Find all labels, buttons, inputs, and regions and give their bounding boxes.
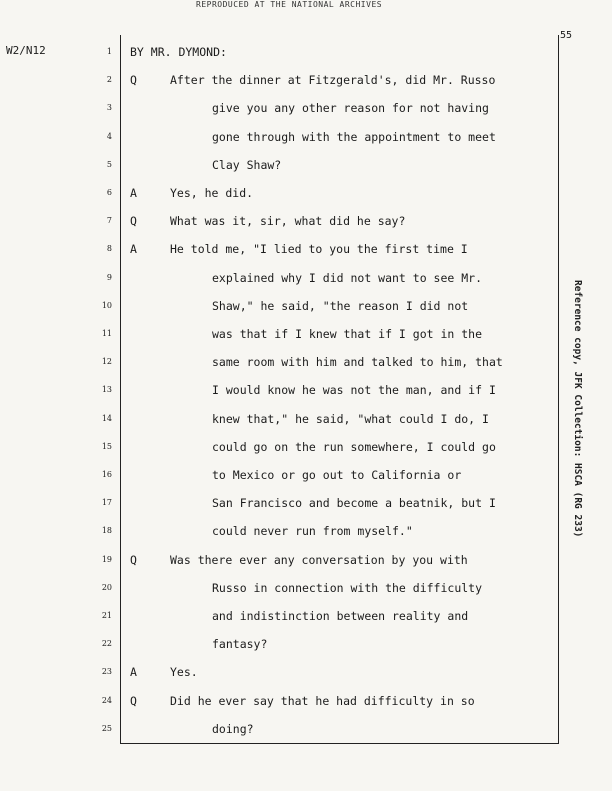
line-text: Russo in connection with the difficulty bbox=[212, 580, 483, 595]
line-number: 12 bbox=[101, 357, 112, 367]
line-text: fantasy? bbox=[212, 637, 268, 652]
document-code: W2/N12 bbox=[6, 44, 46, 57]
archive-header: REPRODUCED AT THE NATIONAL ARCHIVES bbox=[196, 0, 383, 9]
transcript-line bbox=[0, 242, 612, 262]
speaker-label: Q bbox=[130, 214, 137, 229]
line-number: 22 bbox=[101, 639, 112, 649]
line-text: After the dinner at Fitzgerald's, did Mr. Russo bbox=[170, 73, 496, 88]
line-text: and indistinction between reality and bbox=[212, 609, 469, 623]
line-text: Shaw," he said, "the reason I did not bbox=[212, 298, 469, 313]
line-text: could never run from myself." bbox=[212, 524, 413, 539]
transcript-line bbox=[0, 355, 612, 375]
transcript-line bbox=[0, 271, 612, 291]
transcript-line bbox=[0, 609, 612, 629]
line-text: could go on the run somewhere, I could go bbox=[212, 439, 496, 454]
transcript-line bbox=[0, 412, 612, 432]
line-number: 24 bbox=[101, 695, 112, 705]
speaker-label: A bbox=[130, 242, 137, 257]
line-text: Yes. bbox=[170, 665, 198, 680]
transcript-line bbox=[0, 637, 612, 657]
line-number: 2 bbox=[106, 75, 112, 85]
line-number: 5 bbox=[106, 159, 112, 169]
speaker-label: Q bbox=[130, 693, 137, 708]
line-text: Did he ever say that he had difficulty in so bbox=[170, 693, 475, 708]
speaker-label: Q bbox=[130, 73, 137, 88]
line-text: Yes, he did. bbox=[170, 186, 254, 200]
line-text: give you any other reason for not having bbox=[212, 101, 489, 116]
line-number: 20 bbox=[101, 582, 112, 592]
line-text: knew that," he said, "what could I do, I bbox=[212, 411, 489, 426]
transcript-line bbox=[0, 440, 612, 460]
transcript-line bbox=[0, 158, 612, 178]
speaker-label: Q bbox=[130, 552, 137, 567]
line-number: 9 bbox=[106, 272, 112, 282]
line-number: 4 bbox=[106, 131, 112, 141]
line-number: 1 bbox=[106, 47, 112, 56]
line-number: 18 bbox=[101, 526, 112, 536]
line-number: 14 bbox=[101, 413, 112, 423]
transcript-line bbox=[0, 130, 612, 150]
speaker-label: A bbox=[130, 186, 137, 200]
transcript-line bbox=[0, 468, 612, 488]
line-text: doing? bbox=[212, 721, 254, 736]
transcript-line bbox=[0, 45, 612, 65]
line-text: What was it, sir, what did he say? bbox=[170, 214, 406, 229]
transcript-line bbox=[0, 214, 612, 234]
line-text: same room with him and talked to him, that bbox=[212, 355, 503, 370]
line-text: gone through with the appointment to meet bbox=[212, 129, 496, 144]
transcript-line bbox=[0, 101, 612, 121]
line-number: 17 bbox=[101, 498, 112, 508]
line-number: 25 bbox=[101, 723, 112, 733]
page-number: 55 bbox=[560, 30, 573, 41]
transcript-line bbox=[0, 665, 612, 685]
line-number: 10 bbox=[101, 300, 112, 310]
line-text: I would know he was not the man, and if I bbox=[212, 383, 496, 398]
line-text: He told me, "I lied to you the first time I bbox=[170, 242, 468, 257]
transcript-line bbox=[0, 553, 612, 573]
transcript-line bbox=[0, 327, 612, 347]
line-number: 15 bbox=[101, 441, 112, 451]
line-number: 11 bbox=[101, 329, 112, 338]
line-text: explained why I did not want to see Mr. bbox=[212, 270, 483, 285]
line-number: 19 bbox=[101, 554, 112, 564]
line-text: San Francisco and become a beatnik, but I bbox=[212, 496, 496, 511]
line-text: BY MR. DYMOND: bbox=[130, 45, 227, 59]
line-number: 6 bbox=[106, 188, 112, 197]
speaker-label: A bbox=[130, 665, 137, 680]
line-text: was that if I knew that if I got in the bbox=[212, 327, 483, 341]
line-number: 3 bbox=[106, 103, 112, 113]
line-number: 7 bbox=[106, 216, 112, 226]
transcript-line bbox=[0, 581, 612, 601]
line-number: 13 bbox=[101, 385, 112, 395]
line-text: to Mexico or go out to California or bbox=[212, 468, 462, 482]
transcript-line bbox=[0, 496, 612, 516]
transcript-line bbox=[0, 722, 612, 742]
line-number: 8 bbox=[106, 244, 112, 254]
line-text: Was there ever any conversation by you with bbox=[170, 552, 468, 567]
transcript-line bbox=[0, 186, 612, 206]
transcript-line bbox=[0, 694, 612, 714]
line-text: Clay Shaw? bbox=[212, 157, 282, 172]
reference-stamp: Reference copy, JFK Collection: HSCA (RG 233) bbox=[572, 280, 583, 538]
transcript-line bbox=[0, 524, 612, 544]
transcript-line bbox=[0, 73, 612, 93]
line-number: 21 bbox=[101, 611, 112, 620]
transcript-line bbox=[0, 299, 612, 319]
line-number: 16 bbox=[101, 470, 112, 479]
line-number: 23 bbox=[101, 667, 112, 677]
transcript-line bbox=[0, 383, 612, 403]
